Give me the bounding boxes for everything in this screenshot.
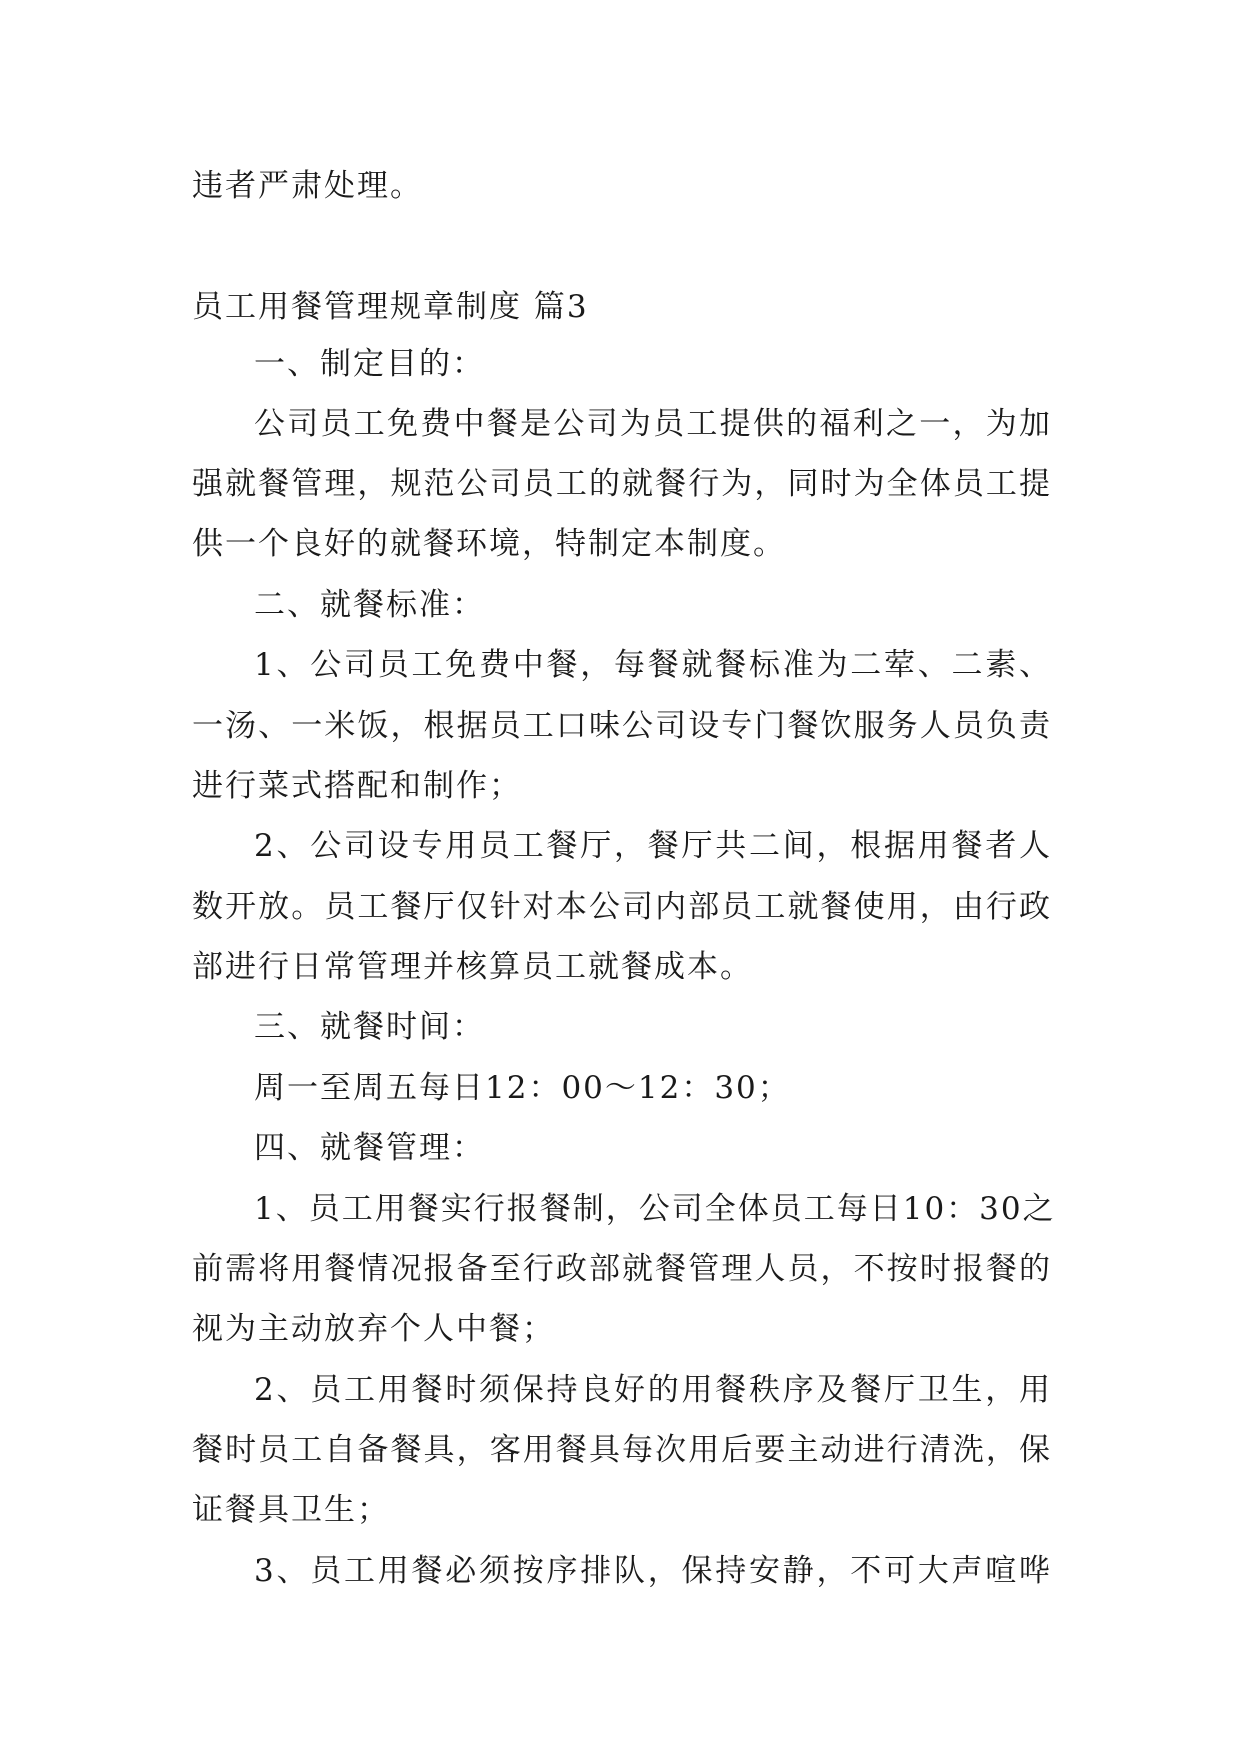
text-line-management-7: 3、员工用餐必须按序排队，保持安静，不可大声喧哗 bbox=[254, 1553, 1052, 1589]
text-line-management-6: 证餐具卫生； bbox=[192, 1492, 390, 1528]
text-line-1: 违者严肃处理。 bbox=[192, 168, 423, 204]
text-line-standard-4: 2、公司设专用员工餐厅，餐厅共二间，根据用餐者人 bbox=[254, 828, 1052, 864]
section-title: 员工用餐管理规章制度 篇3 bbox=[192, 289, 589, 325]
text-line-standard-5: 数开放。员工餐厅仅针对本公司内部员工就餐使用，由行政 bbox=[192, 889, 1052, 925]
text-line-standard-6: 部进行日常管理并核算员工就餐成本。 bbox=[192, 949, 753, 985]
text-line-purpose-3: 供一个良好的就餐环境，特制定本制度。 bbox=[192, 526, 786, 562]
text-line-management-1: 1、员工用餐实行报餐制，公司全体员工每日10：30之 bbox=[254, 1191, 1056, 1227]
heading-standard: 二、就餐标准： bbox=[254, 587, 485, 623]
text-line-purpose-1: 公司员工免费中餐是公司为员工提供的福利之一，为加 bbox=[254, 406, 1052, 442]
text-line-management-5: 餐时员工自备餐具，客用餐具每次用后要主动进行清洗，保 bbox=[192, 1432, 1052, 1468]
text-line-standard-1: 1、公司员工免费中餐，每餐就餐标准为二荤、二素、 bbox=[254, 647, 1052, 683]
text-line-standard-3: 进行菜式搭配和制作； bbox=[192, 768, 522, 804]
text-line-management-2: 前需将用餐情况报备至行政部就餐管理人员，不按时报餐的 bbox=[192, 1251, 1052, 1287]
text-line-time: 周一至周五每日12：00～12：30； bbox=[254, 1070, 791, 1106]
heading-time: 三、就餐时间： bbox=[254, 1009, 485, 1045]
text-line-standard-2: 一汤、一米饭，根据员工口味公司设专门餐饮服务人员负责 bbox=[192, 708, 1052, 744]
text-line-management-3: 视为主动放弃个人中餐； bbox=[192, 1311, 555, 1347]
text-line-management-4: 2、员工用餐时须保持良好的用餐秩序及餐厅卫生，用 bbox=[254, 1372, 1052, 1408]
heading-management: 四、就餐管理： bbox=[254, 1130, 485, 1166]
heading-purpose: 一、制定目的： bbox=[254, 346, 485, 382]
text-line-purpose-2: 强就餐管理，规范公司员工的就餐行为，同时为全体员工提 bbox=[192, 466, 1052, 502]
